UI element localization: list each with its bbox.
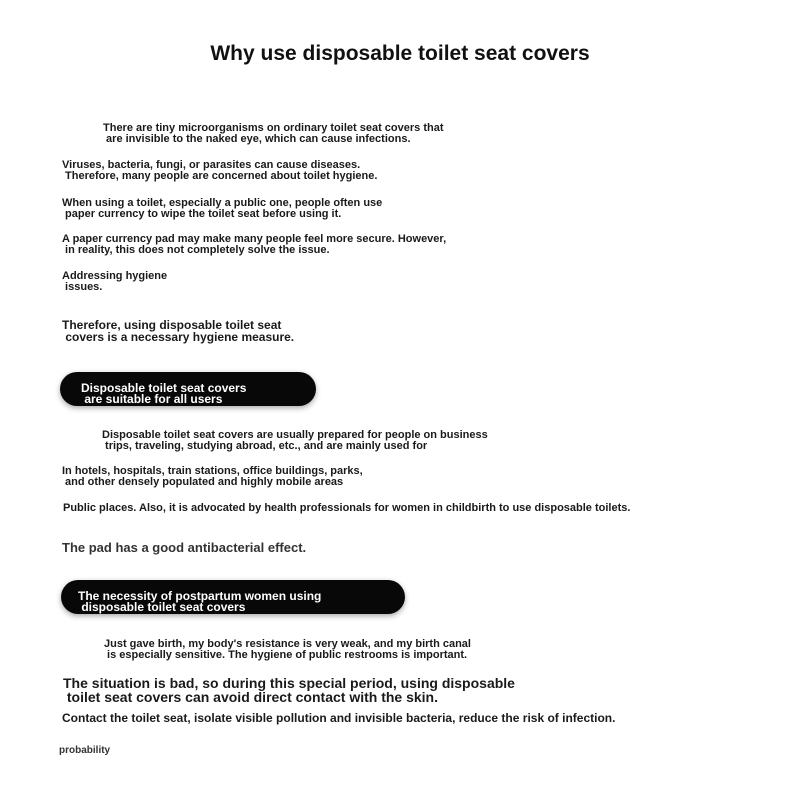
section-heading-postpartum-label: The necessity of postpartum women using disposable toilet seat covers	[78, 589, 322, 614]
paragraph-business-trips: Disposable toilet seat covers are usually prepared for people on business trips, traveling, studying abroad, etc., and are mainly used for	[102, 429, 488, 452]
section-heading-suitable-users	[60, 372, 316, 406]
paragraph-addressing-hygiene: Addressing hygiene issues.	[62, 270, 168, 293]
page-title: Why use disposable toilet seat covers	[210, 42, 590, 65]
paragraph-probability: probability	[59, 745, 111, 756]
section-heading-postpartum	[61, 580, 405, 614]
paragraph-antibacterial: The pad has a good antibacterial effect.	[62, 540, 307, 555]
section-heading-suitable-users-label: Disposable toilet seat covers are suitable for all users	[81, 381, 247, 406]
paragraph-viruses: Viruses, bacteria, fungi, or parasites can cause diseases. Therefore, many people are concerned about toilet hygiene.	[62, 159, 378, 182]
paragraph-special-period: The situation is bad, so during this special period, using disposable toilet seat covers can avoid direct contact with the skin.	[63, 675, 515, 705]
paragraph-paper-currency: When using a toilet, especially a public one, people often use paper currency to wipe the toilet seat before using it.	[62, 197, 383, 220]
paragraph-contact-seat: Contact the toilet seat, isolate visible pollution and invisible bacteria, reduce the risk of infection.	[62, 711, 616, 725]
paragraph-paper-pad: A paper currency pad may make many people feel more secure. However, in reality, this does not completely solve the issue.	[62, 233, 447, 256]
paragraph-microorganisms: There are tiny microorganisms on ordinary toilet seat covers that are invisible to the naked eye, which can cause infections.	[103, 122, 444, 145]
paragraph-hotels: In hotels, hospitals, train stations, office buildings, parks, and other densely populated and highly mobile areas	[62, 465, 363, 488]
paragraph-public-places: Public places. Also, it is advocated by health professionals for women in childbirth to use disposable toilets.	[63, 502, 631, 514]
paragraph-gave-birth: Just gave birth, my body's resistance is very weak, and my birth canal is especially sensitive. The hygiene of public restrooms is important.	[104, 638, 471, 661]
paragraph-necessary-measure: Therefore, using disposable toilet seat covers is a necessary hygiene measure.	[62, 318, 295, 344]
